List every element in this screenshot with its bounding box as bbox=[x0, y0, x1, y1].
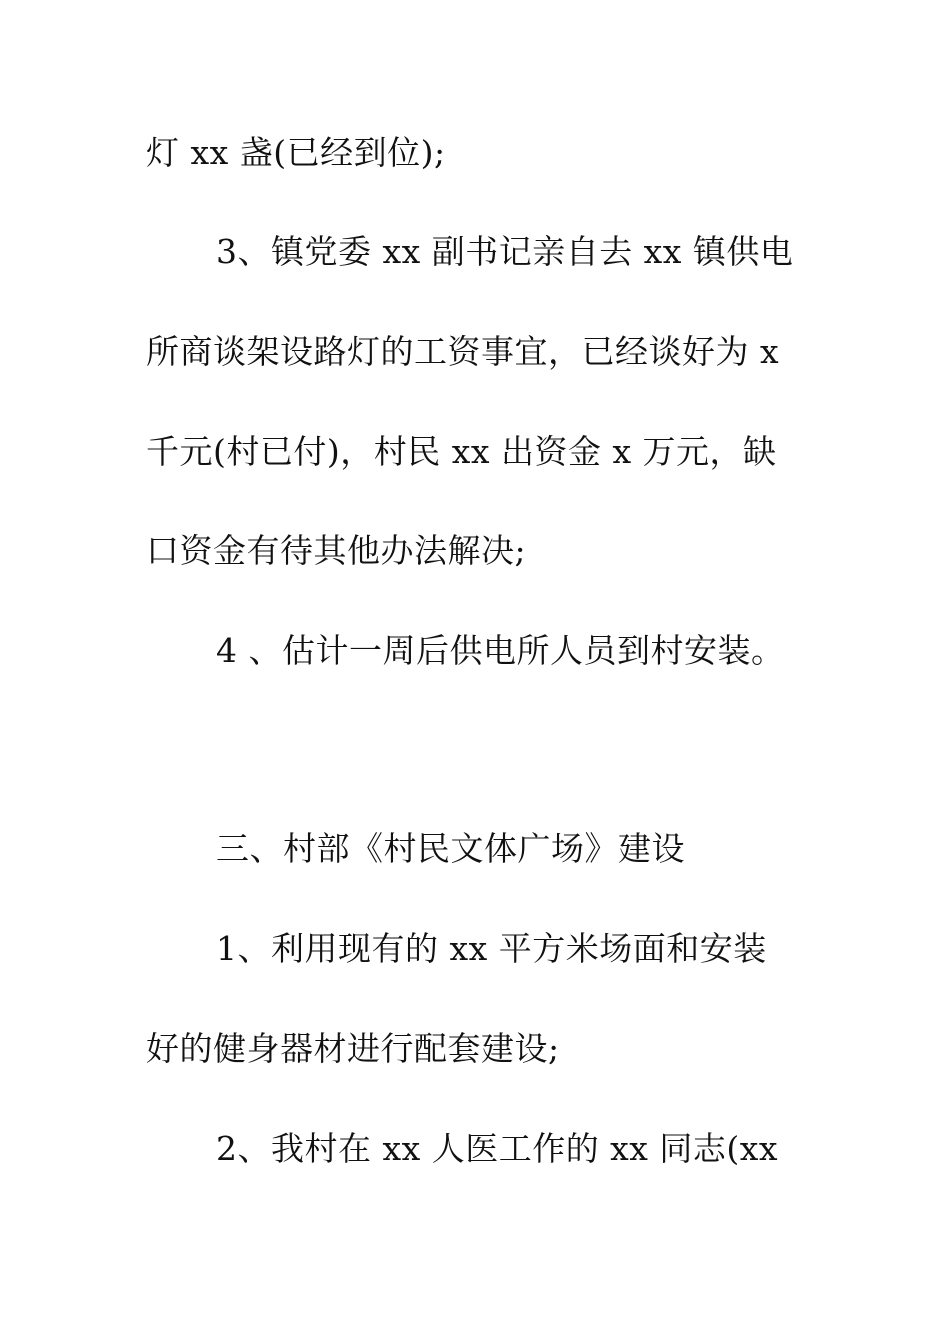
text-line-3: 所商谈架设路灯的工资事宜，已经谈好为 x bbox=[146, 332, 780, 371]
text-line-5: 口资金有待其他办法解决; bbox=[146, 531, 527, 570]
text-line-10: 2、我村在 xx 人医工作的 xx 同志(xx bbox=[216, 1129, 778, 1168]
text-line-4: 千元(村已付)，村民 xx 出资金 x 万元，缺 bbox=[146, 432, 777, 471]
text-line-6: 4 、估计一周后供电所人员到村安装。 bbox=[216, 631, 785, 670]
section-heading: 三、村部《村民文体广场》建设 bbox=[216, 829, 685, 868]
text-line-2: 3、镇党委 xx 副书记亲自去 xx 镇供电 bbox=[216, 232, 794, 271]
text-line-8: 1、利用现有的 xx 平方米场面和安装 bbox=[216, 929, 767, 968]
text-line-1: 灯 xx 盏(已经到位); bbox=[146, 133, 446, 172]
text-line-9: 好的健身器材进行配套建设; bbox=[146, 1029, 560, 1068]
